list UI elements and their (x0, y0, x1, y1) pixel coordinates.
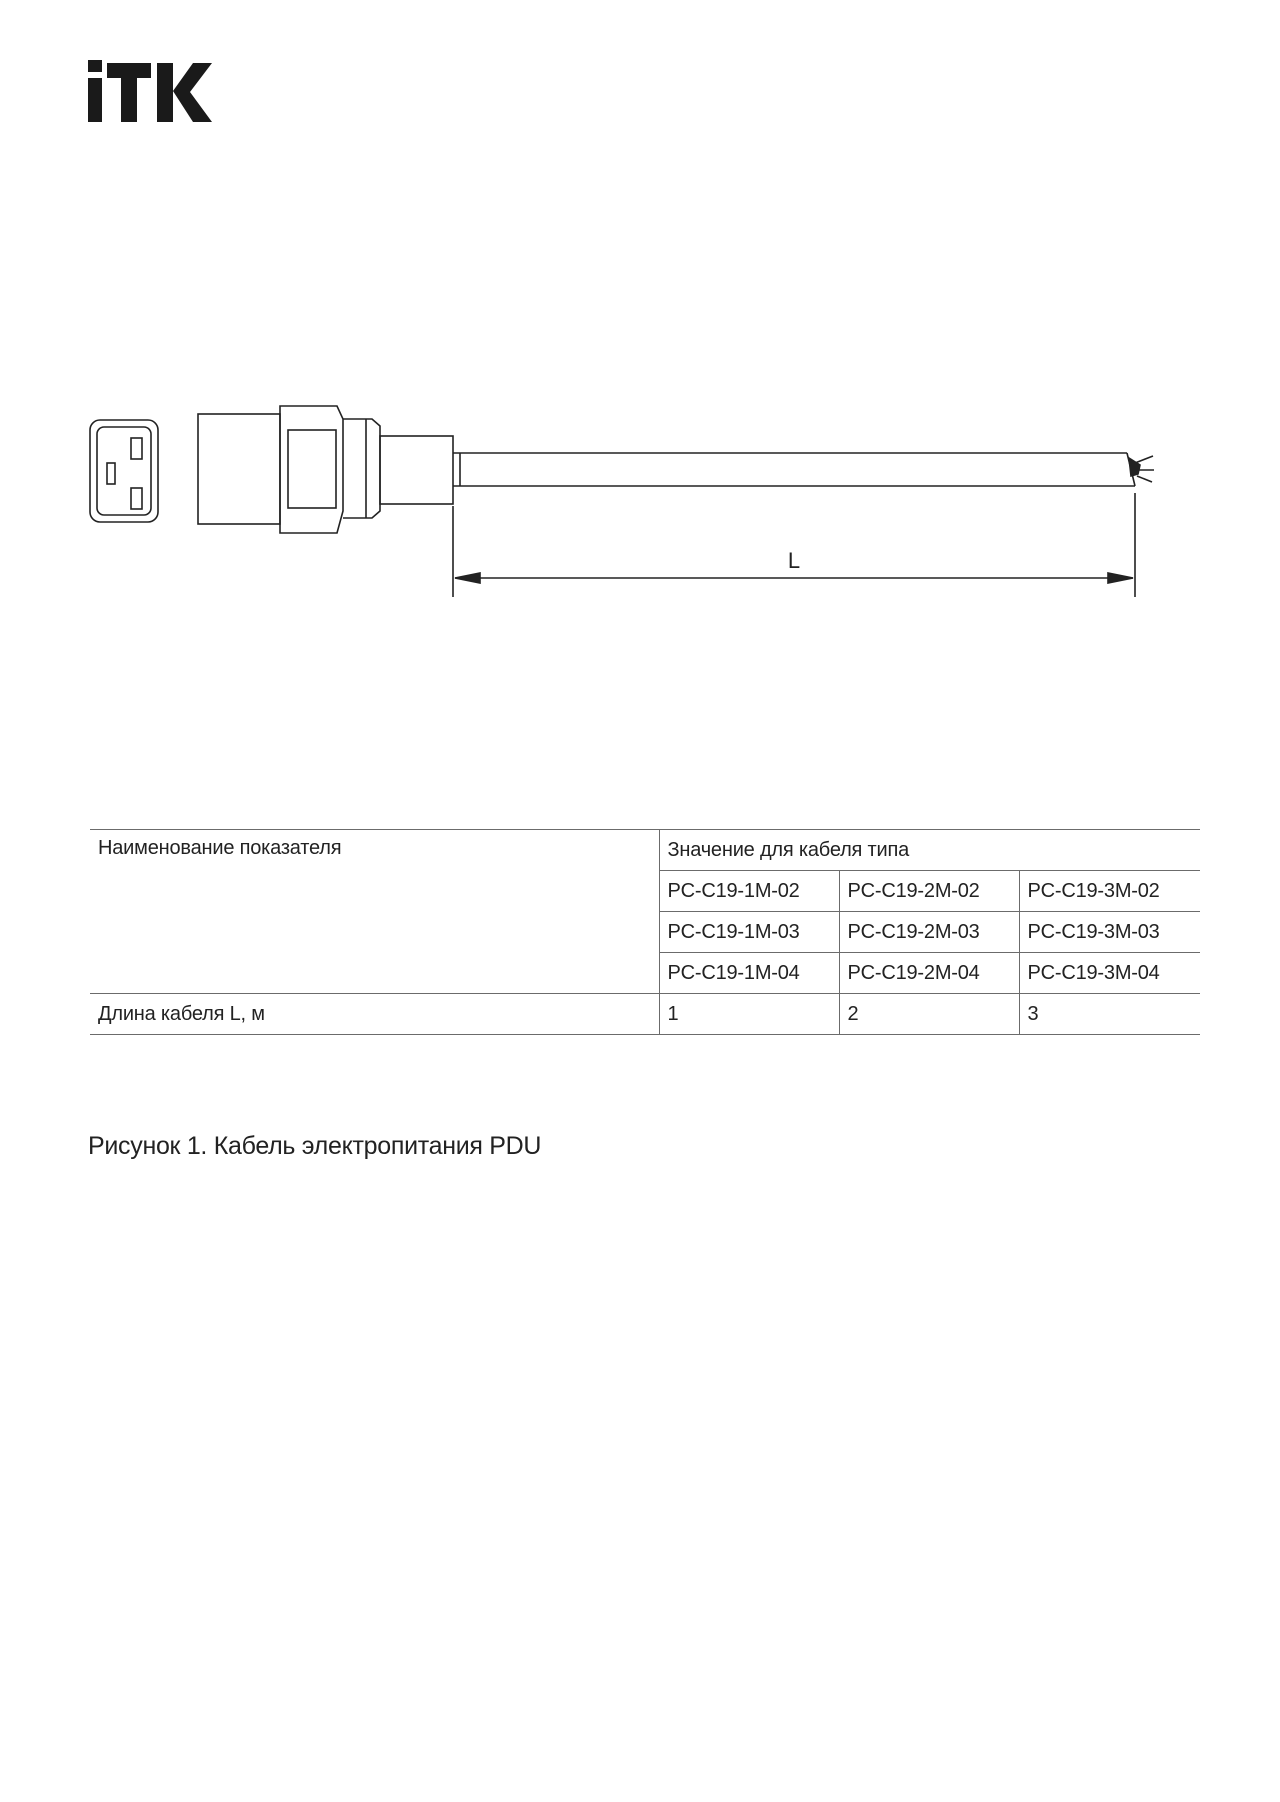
length-value-cell: 2 (839, 994, 1019, 1035)
header-value-cell: Значение для кабеля типа (659, 830, 1200, 871)
cable-body (453, 453, 1154, 486)
table-cell: PC-C19-3M-02 (1019, 871, 1200, 912)
table-cell: PC-C19-1M-02 (659, 871, 839, 912)
dimension-l (453, 493, 1135, 597)
table-cell: PC-C19-2M-02 (839, 871, 1019, 912)
table-cell: PC-C19-2M-03 (839, 912, 1019, 953)
table-cell: PC-C19-3M-04 (1019, 953, 1200, 994)
table-row (90, 994, 1200, 1035)
connector-side-view (198, 406, 453, 533)
table-row (90, 830, 1200, 871)
length-value-cell: 1 (659, 994, 839, 1035)
c19-socket-front-view (90, 420, 158, 522)
spec-table (90, 829, 1200, 1035)
table-cell: PC-C19-3M-03 (1019, 912, 1200, 953)
dimension-label: L (787, 548, 801, 573)
figure-caption: Рисунок 1. Кабель электропитания PDU (88, 1132, 542, 1160)
table-cell: PC-C19-1M-03 (659, 912, 839, 953)
length-label-cell: Длина кабеля L, м (90, 994, 659, 1035)
cable-drawing (0, 0, 1280, 700)
table-cell: PC-C19-2M-04 (839, 953, 1019, 994)
table-cell: PC-C19-1M-04 (659, 953, 839, 994)
length-value-cell: 3 (1019, 994, 1200, 1035)
header-name-cell: Наименование показателя (90, 830, 659, 994)
